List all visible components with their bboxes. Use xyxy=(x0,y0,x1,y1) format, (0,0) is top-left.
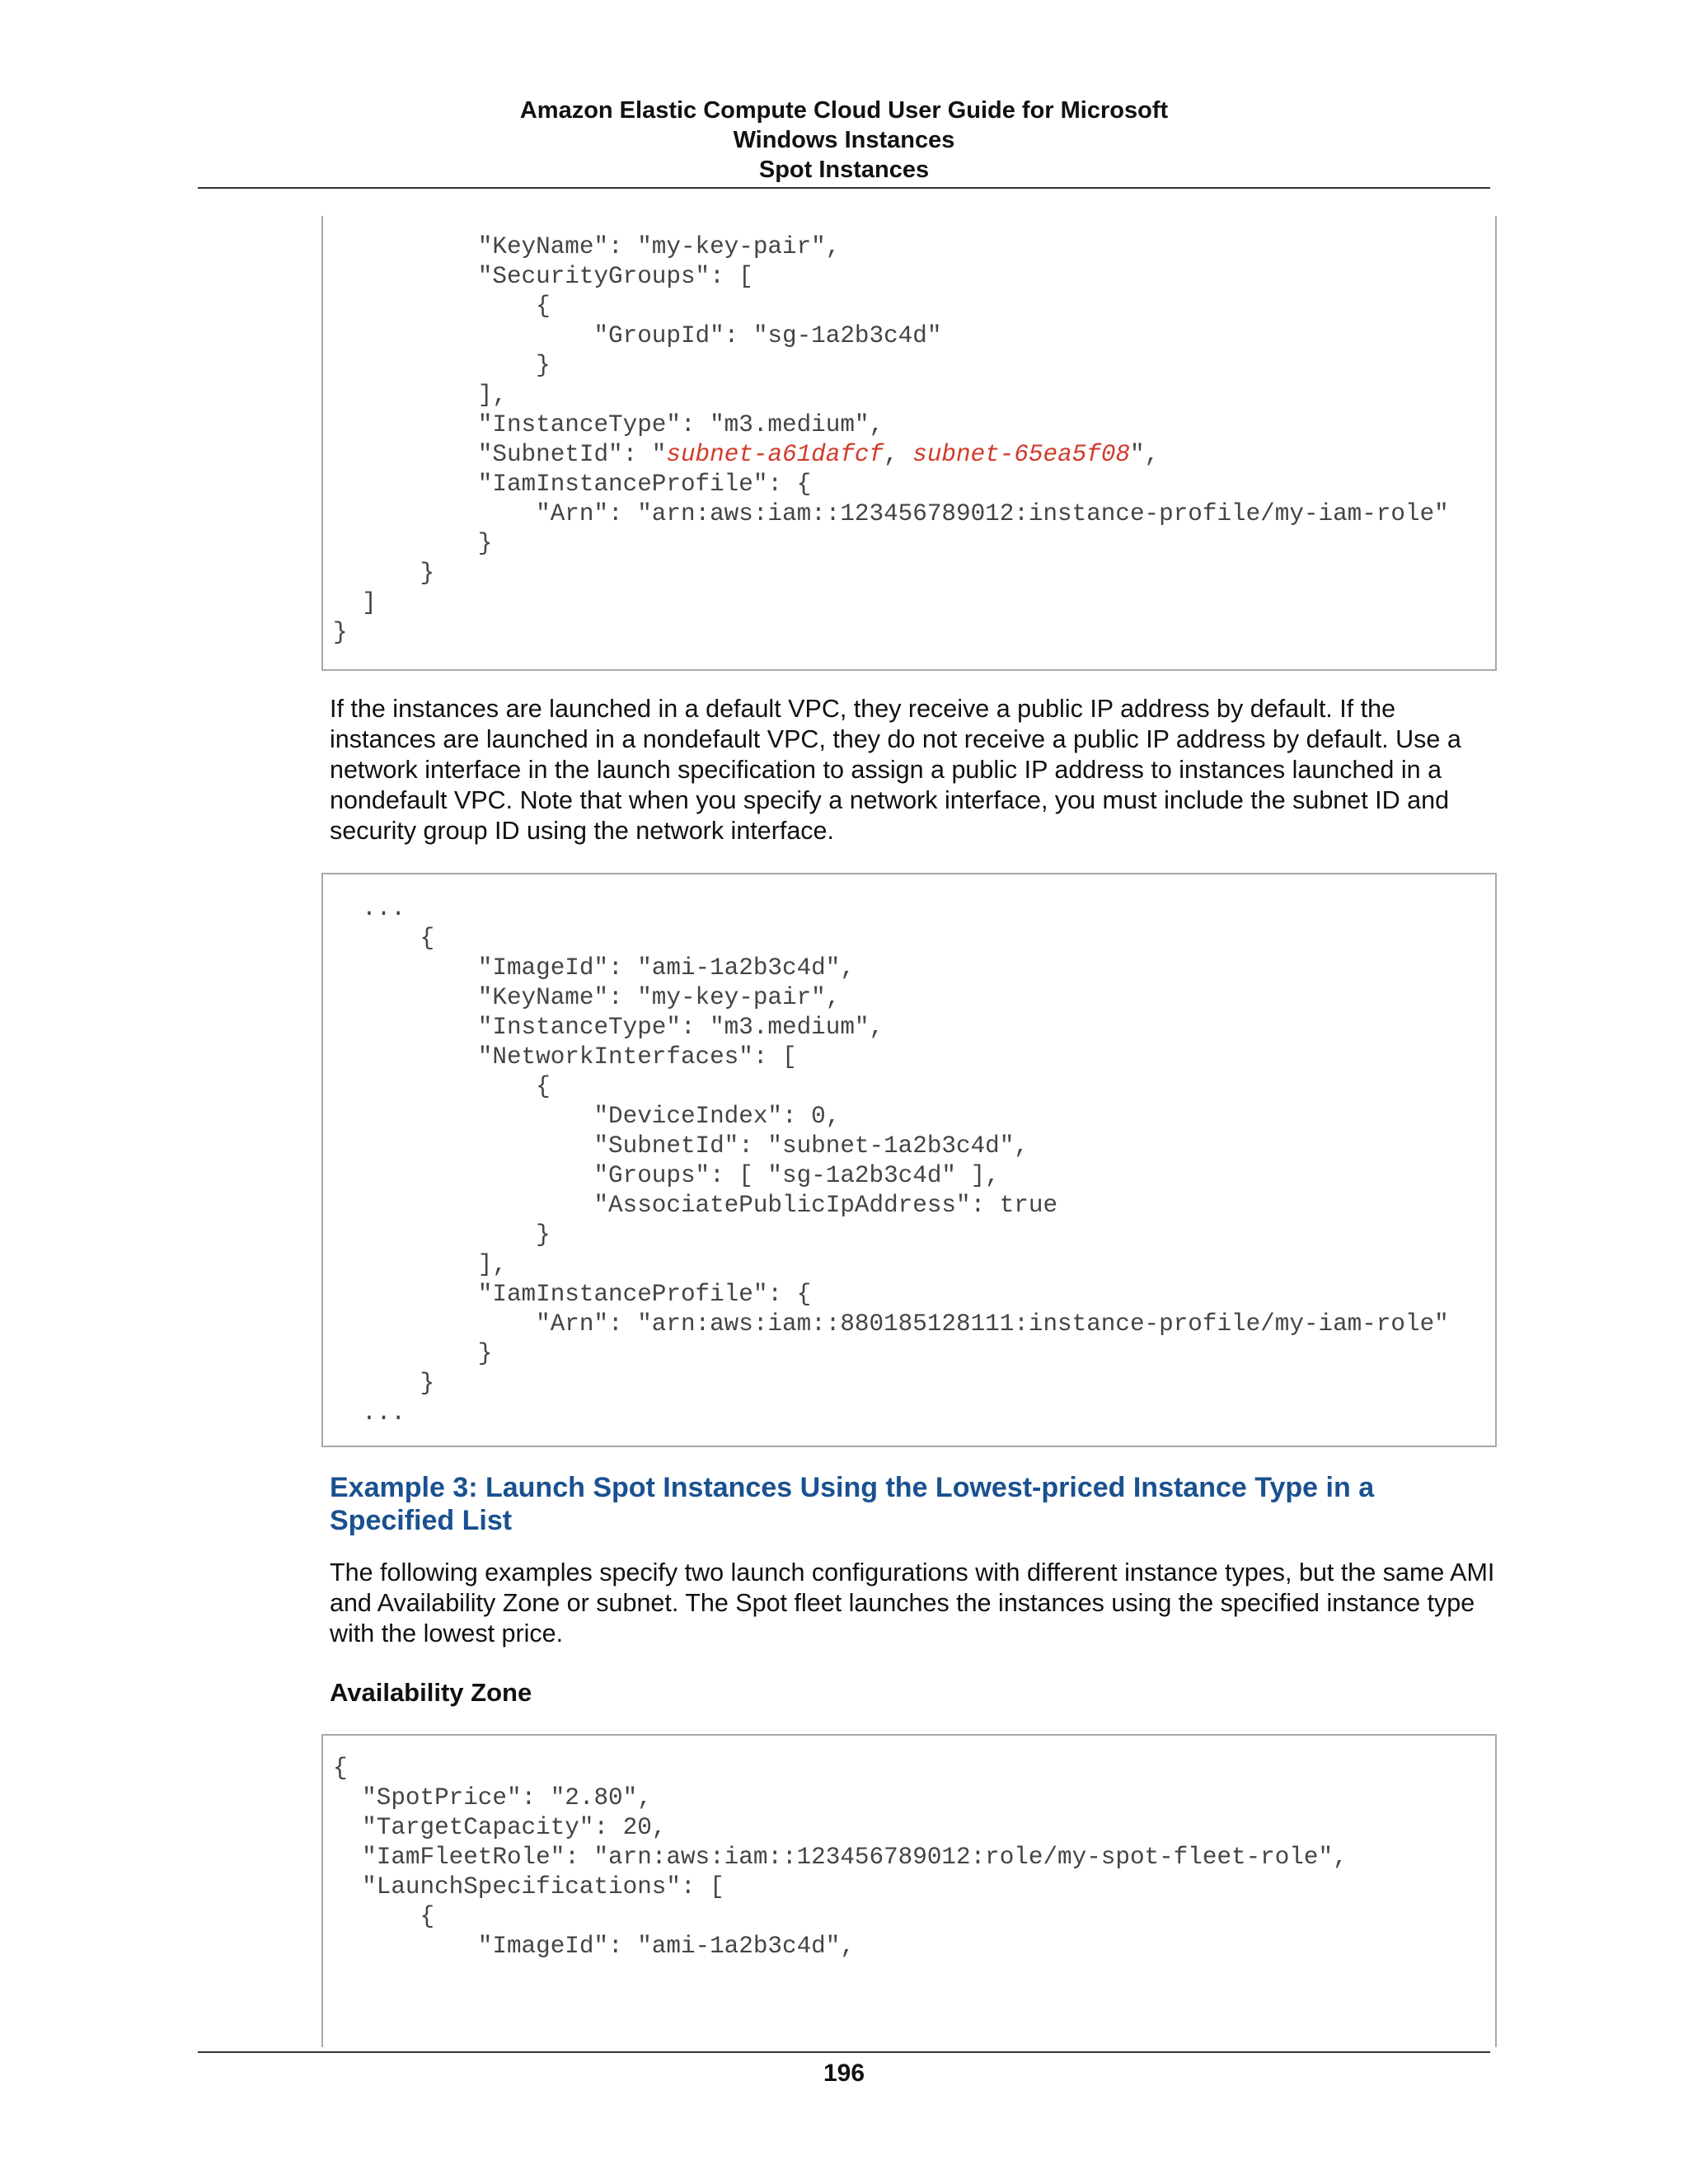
code-line: "DeviceIndex": 0, xyxy=(333,1103,841,1130)
code-line: "SpotPrice": "2.80", xyxy=(333,1784,652,1811)
code-line: ] xyxy=(333,589,377,616)
code-line: "TargetCapacity": 20, xyxy=(333,1814,667,1841)
footer-rule xyxy=(198,2051,1490,2053)
page-number: 196 xyxy=(823,2060,865,2087)
code-line: "AssociatePublicIpAddress": true xyxy=(333,1192,1058,1219)
code-text: "SubnetId": " xyxy=(333,441,667,468)
body-paragraph-public-ip: If the instances are launched in a default VPC, they receive a public IP address by default. If the instances are launched in a nondefault VPC, they do not receive a public IP address by default. Use a network interface in the launch specification to assign a public IP address to instances launched in a nondefault VPC. Note that when you specify a network interface, you must include the subnet ID and security group ID using the network interface. xyxy=(330,695,1461,845)
code-text: , xyxy=(884,441,913,468)
running-header xyxy=(198,96,1490,185)
code-line: } xyxy=(333,1340,493,1367)
code-line: ... xyxy=(333,895,406,922)
example-3-heading: Example 3: Launch Spot Instances Using the Lowest-priced Instance Type in a Specified List xyxy=(330,1472,1375,1536)
placeholder-subnet-1: subnet-a61dafcf xyxy=(666,441,884,468)
code-listing xyxy=(333,232,1449,648)
code-line: "Arn": "arn:aws:iam::123456789012:instance-profile/my-iam-role" xyxy=(333,500,1449,527)
availability-zone-subheading: Availability Zone xyxy=(330,1678,532,1707)
code-line: ], xyxy=(333,382,507,409)
code-line: "IamFleetRole": "arn:aws:iam::123456789012:role/my-spot-fleet-role", xyxy=(333,1844,1348,1871)
code-line: } xyxy=(333,530,493,557)
code-listing xyxy=(333,894,1449,1428)
code-line: ], xyxy=(333,1251,507,1278)
code-line: "ImageId": "ami-1a2b3c4d", xyxy=(333,954,855,982)
header-section-name: Spot Instances xyxy=(758,157,930,183)
code-line: } xyxy=(333,560,435,587)
header-title-line-2: Windows Instances xyxy=(733,127,955,153)
code-line: "SecurityGroups": [ xyxy=(333,263,753,290)
code-line: "ImageId": "ami-1a2b3c4d", xyxy=(333,1933,855,1960)
code-listing xyxy=(333,1754,1348,1961)
code-line: } xyxy=(333,619,348,646)
code-line: ... xyxy=(333,1399,406,1427)
code-line: "IamInstanceProfile": { xyxy=(333,1281,812,1308)
code-line: "Groups": [ "sg-1a2b3c4d" ], xyxy=(333,1162,1000,1189)
body-paragraph-lowest-price: The following examples specify two launch configurations with different instance types, but the same AMI and Availability Zone or subnet. The Spot fleet launches the instances using the specified instance type with the lowest price. xyxy=(330,1558,1495,1647)
code-line: "KeyName": "my-key-pair", xyxy=(333,233,841,260)
code-line: { xyxy=(333,925,435,952)
code-line: { xyxy=(333,293,551,320)
code-line: "NetworkInterfaces": [ xyxy=(333,1043,797,1071)
code-line: { xyxy=(333,1073,551,1100)
code-line: "Arn": "arn:aws:iam::880185128111:instance-profile/my-iam-role" xyxy=(333,1310,1449,1338)
code-line: "IamInstanceProfile": { xyxy=(333,471,812,498)
code-line: "InstanceType": "m3.medium", xyxy=(333,411,884,438)
code-line: { xyxy=(333,1903,435,1930)
code-line: "KeyName": "my-key-pair", xyxy=(333,984,841,1011)
code-line: "SubnetId": "subnet-1a2b3c4d", xyxy=(333,1132,1029,1160)
code-line: "LaunchSpecifications": [ xyxy=(333,1873,724,1900)
code-block-availability-zone xyxy=(321,1734,1497,2047)
code-line: } xyxy=(333,1221,551,1249)
code-line: "InstanceType": "m3.medium", xyxy=(333,1014,884,1041)
code-line: } xyxy=(333,352,551,379)
code-line-subnet-id xyxy=(333,440,1449,470)
code-line: } xyxy=(333,1370,435,1397)
header-rule xyxy=(198,187,1490,189)
code-block-network-interfaces xyxy=(321,873,1497,1447)
code-block-spot-fleet-subnets xyxy=(321,216,1497,671)
header-title-line-1: Amazon Elastic Compute Cloud User Guide for Microsoft xyxy=(519,97,1169,124)
placeholder-subnet-2: subnet-65ea5f08 xyxy=(912,441,1130,468)
code-line: { xyxy=(333,1755,348,1782)
code-text: ", xyxy=(1129,441,1160,468)
code-line: "GroupId": "sg-1a2b3c4d" xyxy=(333,322,942,349)
